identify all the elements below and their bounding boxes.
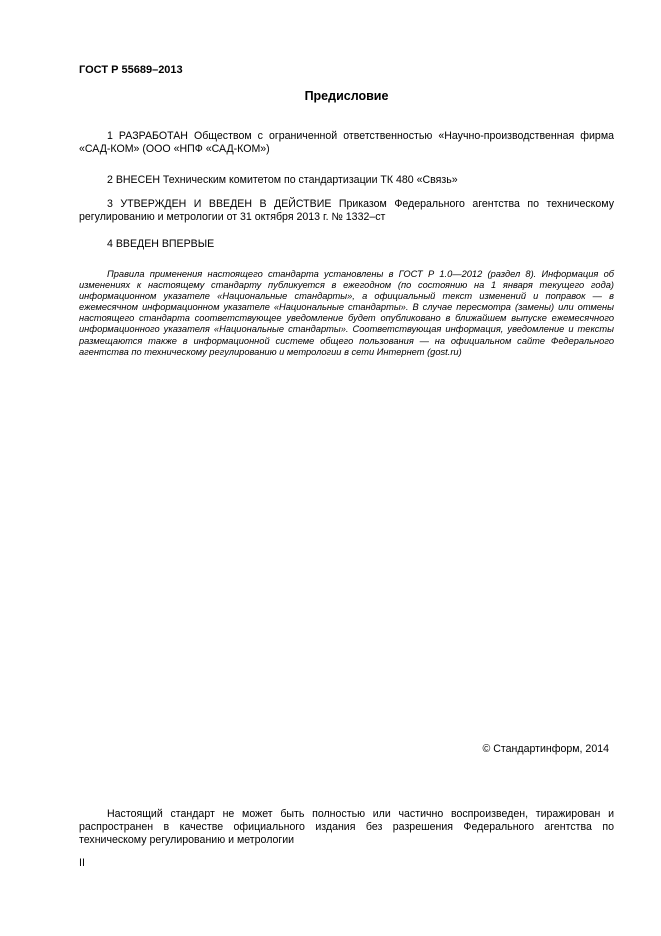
- standard-code: ГОСТ Р 55689–2013: [79, 64, 183, 76]
- foreword-item-2: 2 ВНЕСЕН Техническим комитетом по стандартизации ТК 480 «Связь»: [107, 174, 458, 186]
- page-number: II: [79, 857, 85, 869]
- copyright-notice: © Стандартинформ, 2014: [482, 743, 609, 755]
- application-rules-note: Правила применения настоящего стандарта установлены в ГОСТ Р 1.0—2012 (раздел 8). Информация об изменениях к настоящему стандарту публикуется в ежегодном (по состоянию на 1 января текущего года) информационном указателе «Национальные стандарты», а официальный текст изменений и поправок — в ежемесячном информационном указателе «Национальные стандарты». В случае пересмотра (замены) или отмены настоящего стандарта соответствующее уведомление будет опубликовано в ближайшем выпуске ежемесячного информационного указателя «Национальные стандарты». Соответствующая информация, уведомление и тексты размещаются также в информационной системе общего пользования — на официальном сайте Федерального агентства по техническому регулированию и метрологии в сети Интернет (gost.ru): [79, 269, 614, 357]
- foreword-item-4: 4 ВВЕДЕН ВПЕРВЫЕ: [107, 238, 215, 250]
- foreword-item-3: 3 УТВЕРЖДЕН И ВВЕДЕН В ДЕЙСТВИЕ Приказом Федерального агентства по техническому регулированию и метрологии от 31 октября 2013 г. № 1332–ст: [79, 198, 614, 224]
- foreword-item-1: 1 РАЗРАБОТАН Обществом с ограниченной ответственностью «Научно-производственная фирма «САД-КОМ» (ООО «НПФ «САД-КОМ»): [79, 130, 614, 156]
- reproduction-notice: Настоящий стандарт не может быть полностью или частично воспроизведен, тиражирован и распространен в качестве официального издания без разрешения Федерального агентства по техническому регулированию и метрологии: [79, 808, 614, 847]
- page-title: Предисловие: [304, 89, 389, 103]
